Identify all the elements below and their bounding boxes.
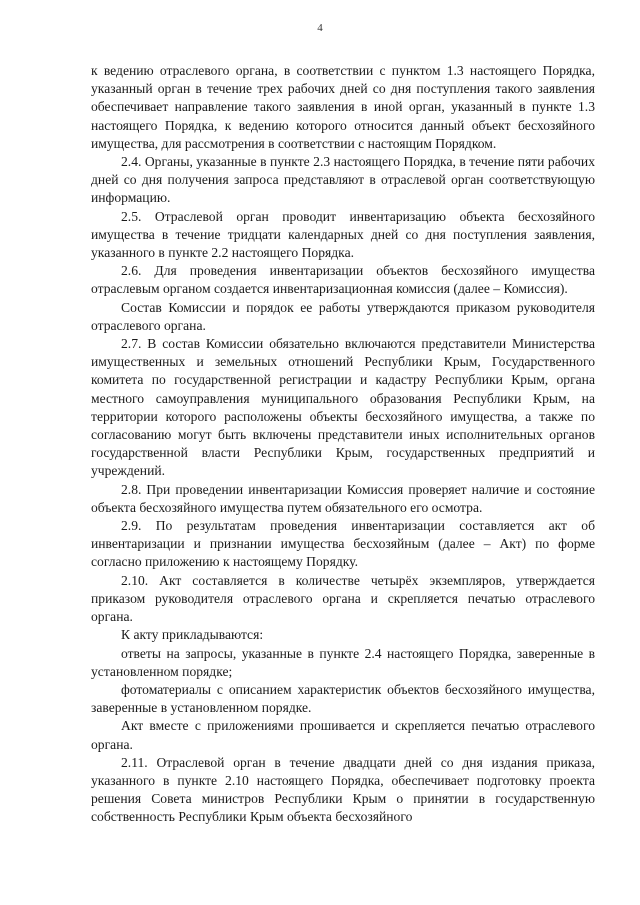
paragraph: 2.9. По результатам проведения инвентаризации составляется акт об инвентаризации и признании имущества бесхозяйным (далее – Акт) по форме согласно приложению к настоящему Порядку.	[91, 518, 595, 570]
paragraph: 2.4. Органы, указанные в пункте 2.3 настоящего Порядка, в течение пяти рабочих дней со дня получения запроса представляют в отраслевой орган соответствующую информацию.	[91, 154, 595, 206]
paragraph: 2.6. Для проведения инвентаризации объектов бесхозяйного имущества отраслевым органом создается инвентаризационная комиссия (далее – Комиссия).	[91, 263, 595, 297]
paragraph: 2.10. Акт составляется в количестве четырёх экземпляров, утверждается приказом руководителя отраслевого органа и скрепляется печатью отраслевого органа.	[91, 572, 595, 625]
document-body	[91, 62, 595, 827]
paragraph: ответы на запросы, указанные в пункте 2.4 настоящего Порядка, заверенные в установленном порядке;	[91, 645, 595, 679]
paragraph: к ведению отраслевого органа, в соответствии с пунктом 1.3 настоящего Порядка, указанный орган в течение трех рабочих дней со дня поступления такого заявления обеспечивает направление такого заявления в иной орган, указанный в пункте 1.3 настоящего Порядка, к ведению которого относится данный объект бесхозяйного имущества, для рассмотрения в соответствии с настоящим Порядком.	[91, 63, 595, 151]
paragraph: 2.11. Отраслевой орган в течение двадцати дней со дня издания приказа, указанного в пункте 2.10 настоящего Порядка, обеспечивает подготовку проекта решения Совета министров Республики Крым о принятии в государственную собственность Республики Крым объекта бесхозяйного	[91, 754, 595, 825]
paragraph: 2.5. Отраслевой орган проводит инвентаризацию объекта бесхозяйного имущества в течение тридцати календарных дней со дня поступления заявления, указанного в пункте 2.2 настоящего Порядка.	[91, 208, 595, 261]
paragraph: 2.7. В состав Комиссии обязательно включаются представители Министерства имущественных и земельных отношений Республики Крым, Государственного комитета по государственной регистрации и кадастру Республики Крым, органа местного самоуправления муниципального образования Республики Крым, на территории которого расположены объекты бесхозяйного имущества, а также по согласованию могут быть включены представители иных исполнительных органов государственной власти Республики Крым, государственных предприятий и учреждений.	[91, 336, 595, 479]
paragraph: К акту прикладываются:	[121, 627, 264, 643]
paragraph: Состав Комиссии и порядок ее работы утверждаются приказом руководителя отраслевого органа.	[91, 299, 595, 333]
paragraph: Акт вместе с приложениями прошивается и скрепляется печатью отраслевого органа.	[91, 718, 595, 752]
paragraph: фотоматериалы с описанием характеристик объектов бесхозяйного имущества, заверенные в установленном порядке.	[91, 681, 595, 716]
page-number: 4	[317, 22, 323, 34]
paragraph: 2.8. При проведении инвентаризации Комиссия проверяет наличие и состояние объекта бесхозяйного имущества путем обязательного его осмотра.	[91, 481, 595, 515]
